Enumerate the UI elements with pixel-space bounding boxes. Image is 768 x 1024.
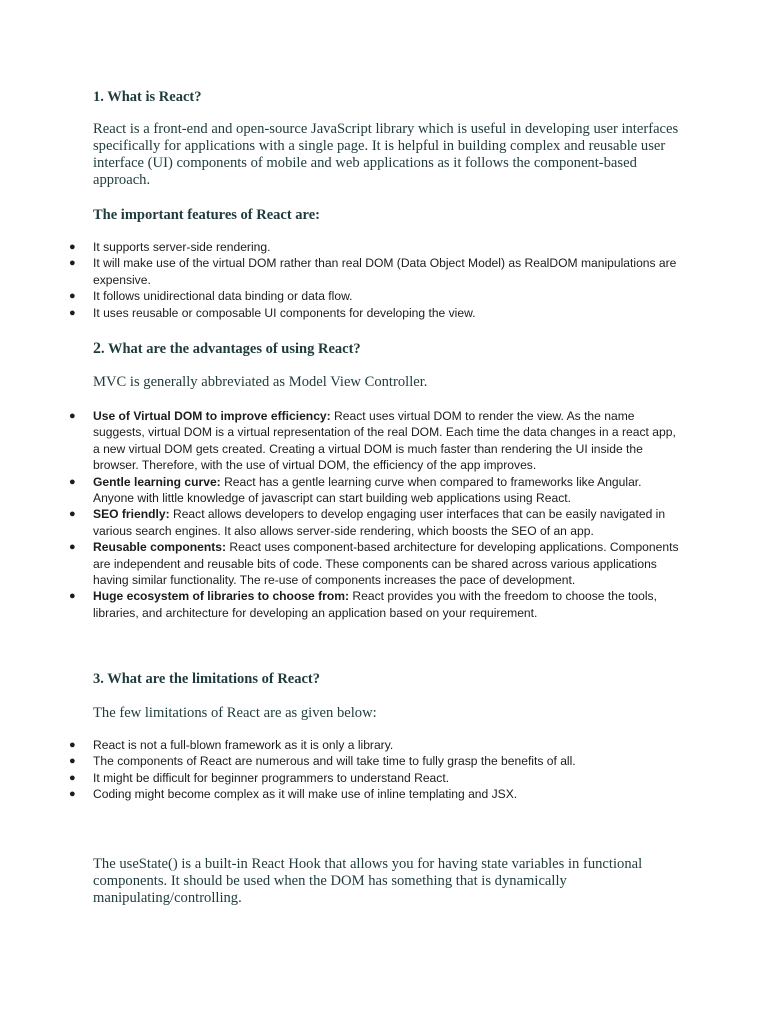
section1-heading: 1. What is React? xyxy=(93,89,202,105)
bullet-icon: ● xyxy=(69,257,76,270)
bullet-icon: ● xyxy=(69,241,76,253)
bullet-icon: ● xyxy=(69,508,76,521)
bullet-icon: ● xyxy=(69,771,76,784)
list-item: ● React is not a full-blown framework as it is only a library. xyxy=(69,738,394,752)
section3-heading: 3. What are the limitations of React? xyxy=(93,671,321,687)
bullet-icon: ● xyxy=(69,290,76,303)
list-item: ● It will make use of the virtual DOM rather than real DOM (Data Object Model) as RealDOM manipulations are expensive. xyxy=(69,256,677,287)
bullet-icon: ● xyxy=(69,739,76,751)
list-item: ● It supports server-side rendering. xyxy=(69,240,271,254)
list-item: ● Reusable components: React uses component-based architecture for developing applications. Components are independent and reusable bits of code. These components can be shared across various applications having similar functionality. The re-use of components increases the pace of development. xyxy=(69,540,679,588)
limitations-list xyxy=(69,737,683,803)
bullet-icon: ● xyxy=(69,590,76,603)
bullet-icon: ● xyxy=(69,788,76,801)
section2-heading-number: 2 xyxy=(93,340,101,357)
section2-heading xyxy=(93,340,361,358)
list-item: ● Huge ecosystem of libraries to choose from: React provides you with the freedom to choose the tools, libraries, and architecture for developing an application based on your requirement. xyxy=(69,589,657,620)
section2-intro: MVC is generally abbreviated as Model View Controller. xyxy=(93,374,428,390)
list-item: ● Gentle learning curve: React has a gentle learning curve when compared to frameworks like Angular. Anyone with little knowledge of javascript can start building web applications using React. xyxy=(69,474,642,506)
list-item: ● SEO friendly: React allows developers to develop engaging user interfaces that can be easily navigated in various search engines. It also allows server-side rendering, which boosts the SEO of an app. xyxy=(69,507,666,538)
list-item: ● Use of Virtual DOM to improve efficiency: React uses virtual DOM to render the view. As the name suggests, virtual DOM is a virtual representation of the real DOM. Each time the data changes in a react app, a new virtual DOM gets created. Creating a virtual DOM is much faster than rendering the UI inside the browser. Therefore, with the use of virtual DOM, the efficiency of the app improves. xyxy=(69,409,676,473)
section1-intro: React is a front-end and open-source JavaScript library which is useful in developing user interfaces specifically for applications with a single page. It is helpful in building complex and reusable user interface (UI) components of mobile and web applications as it follows the component-based approach. xyxy=(93,121,679,188)
list-item: ● Coding might become complex as it will make use of inline templating and JSX. xyxy=(69,787,518,802)
list-item: ● The components of React are numerous and will take time to fully grasp the benefits of all. xyxy=(69,754,576,769)
list-item: ● It follows unidirectional data binding or data flow. xyxy=(69,289,353,304)
advantages-list xyxy=(69,408,683,621)
bullet-icon: ● xyxy=(69,541,76,554)
features-list xyxy=(69,239,683,321)
section2-heading-text: . What are the advantages of using React? xyxy=(101,341,361,357)
bullet-icon: ● xyxy=(69,306,76,319)
features-heading: The important features of React are: xyxy=(93,207,320,223)
bullet-icon: ● xyxy=(69,410,76,422)
bullet-icon: ● xyxy=(69,755,76,768)
section3-intro: The few limitations of React are as given below: xyxy=(93,705,377,721)
bullet-icon: ● xyxy=(69,475,76,488)
closing-paragraph: The useState() is a built-in React Hook that allows you for having state variables in functional components. It should be used when the DOM has something that is dynamically manipulating/controlling. xyxy=(93,856,643,906)
list-item: ● It might be difficult for beginner programmers to understand React. xyxy=(69,770,450,785)
list-item: ● It uses reusable or composable UI components for developing the view. xyxy=(69,305,476,320)
